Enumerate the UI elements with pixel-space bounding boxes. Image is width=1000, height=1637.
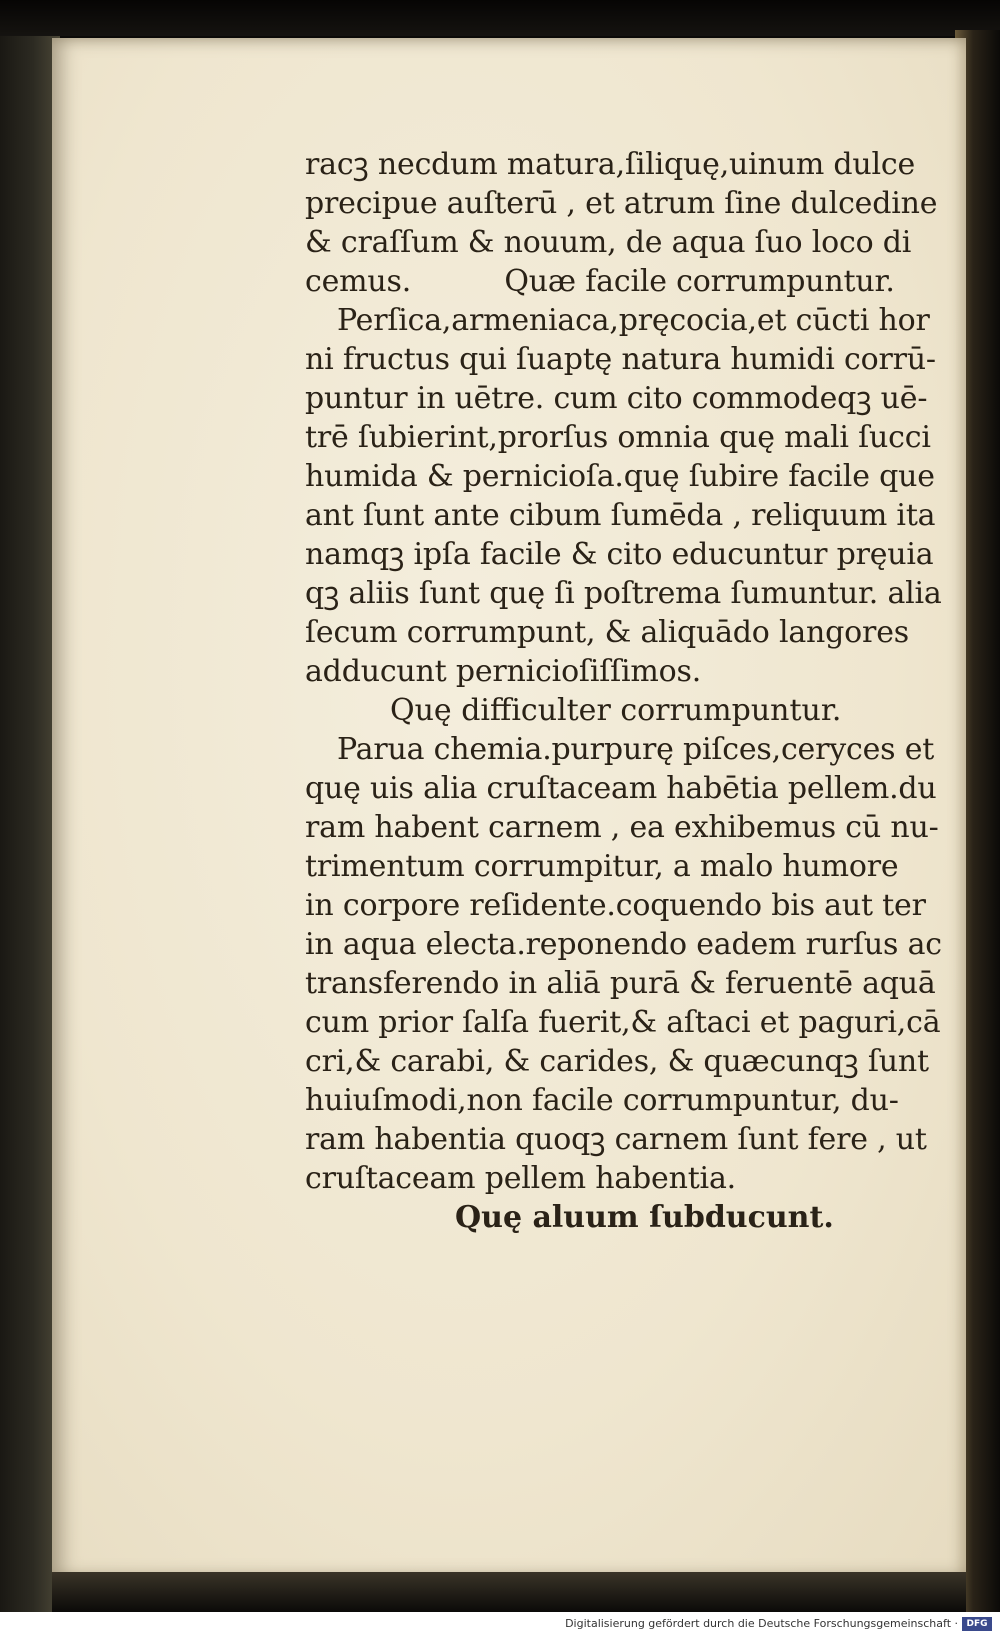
text-line: namqꝫ ipſa facile & cito educuntur pręuia [305, 537, 934, 572]
text-line: cri,& carabi, & carides, & quæcunqꝫ ſunt [305, 1044, 929, 1079]
text-line: trē ſubierint,prorſus omnia quę mali ſucci [305, 420, 931, 455]
text-line: precipue auſterū , et atrum ſine dulcedine [305, 186, 938, 221]
text-line: huiuſmodi,non facile corrumpuntur, du- [305, 1083, 899, 1118]
digitization-footer [0, 1612, 1000, 1637]
text-line: adducunt pernicioſiſſimos. [305, 654, 702, 689]
text-line: Parua chemia.purpurę piſces,ceryces et [337, 732, 935, 767]
text-line: in corpore reſidente.coquendo bis aut ter [305, 888, 926, 923]
text-line: Perſica,armeniaca,pręcocia,et cūcti hor [337, 303, 930, 338]
footer-credit: Digitalisierung gefördert durch die Deutsche Forschungsgemeinschaft · [565, 1617, 958, 1630]
text-line: transferendo in aliā purā & feruentē aquā [305, 966, 936, 1001]
dfg-logo-icon: DFG [962, 1617, 992, 1631]
text-line: cum prior ſalſa fuerit,& aſtaci et paguri,cā [305, 1005, 941, 1040]
text-line: racꝫ necdum matura,ſiliquę,uinum dulce [305, 147, 916, 182]
text-line: ant ſunt ante cibum ſumēda , reliquum ita [305, 498, 936, 533]
section-heading: Quę aluum ſubducunt. [455, 1200, 834, 1235]
book-spine-edge [0, 36, 60, 1612]
text-line: qꝫ aliis ſunt quę ſi poſtrema ſumuntur. alia [305, 576, 942, 611]
text-line: ni fructus qui ſuaptę natura humidi corrū- [305, 342, 936, 377]
text-line: ram habent carnem , ea exhibemus cū nu- [305, 810, 939, 845]
scan-top-border [0, 0, 1000, 36]
text-line: humida & pernicioſa.quę ſubire facile que [305, 459, 935, 494]
page-text-block [305, 145, 945, 1237]
text-line: & craſſum & nouum, de aqua ſuo loco di [305, 225, 912, 260]
text-line: ram habentia quoqꝫ carnem ſunt fere , ut [305, 1122, 927, 1157]
text-line: in aqua electa.reponendo eadem rurſus ac [305, 927, 942, 962]
text-line: cruſtaceam pellem habentia. [305, 1161, 736, 1196]
page-bottom-shadow [52, 1572, 966, 1612]
section-heading: Quę difficulter corrumpuntur. [390, 693, 842, 728]
text-line: ſecum corrumpunt, & aliquādo langores [305, 615, 909, 650]
text-line: cemus. Quæ facile corrumpuntur. [305, 264, 895, 299]
text-line: quę uis alia cruſtaceam habētia pellem.du [305, 771, 937, 806]
text-line: trimentum corrumpitur, a malo humore [305, 849, 899, 884]
text-line: puntur in uētre. cum cito commodeqꝫ uē- [305, 381, 928, 416]
